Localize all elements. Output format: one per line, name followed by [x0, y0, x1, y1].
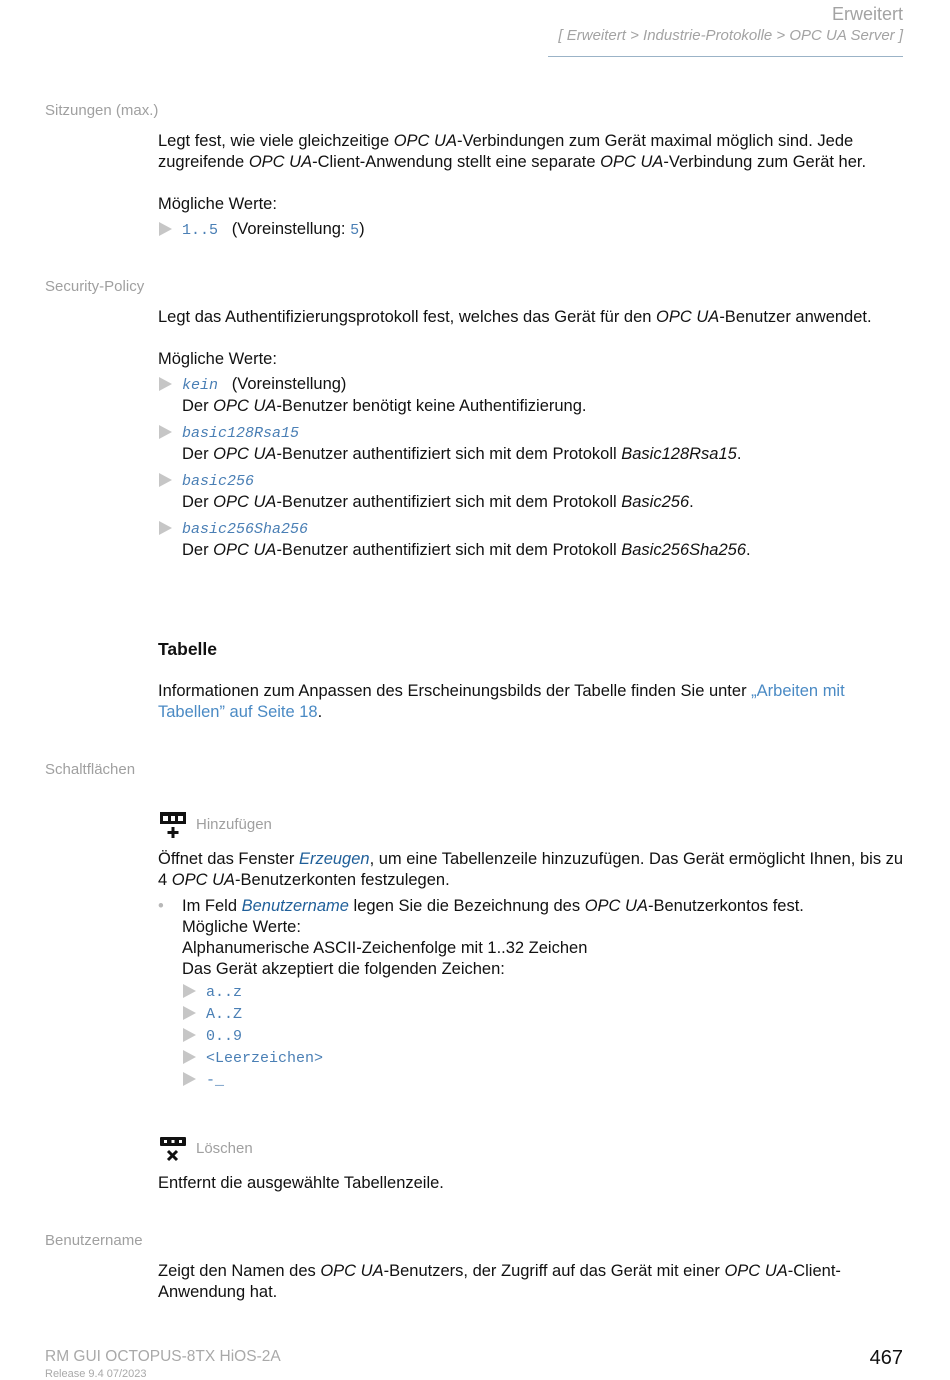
triangle-bullet-icon [159, 222, 172, 236]
table-help-link[interactable]: „Arbeiten mit Tabellen” auf Seite 18 [158, 682, 845, 721]
char-item: -_ [182, 1069, 908, 1091]
footer-release: Release 9.4 07/2023 [45, 1368, 147, 1380]
header-divider [548, 56, 903, 57]
add-button-label: Hinzufügen [196, 816, 272, 833]
page-number: 467 [869, 1347, 903, 1369]
value-item-basic256sha256: basic256Sha256 Der OPC UA-Benutzer authentifiziert sich mit dem Protokoll Basic256Sha256. [158, 518, 908, 561]
benutzername-description: Zeigt den Namen des OPC UA-Benutzers, der Zugriff auf das Gerät mit einer OPC UA-Client-Anwendung hat. [158, 1262, 841, 1301]
triangle-bullet-icon [159, 521, 172, 535]
char-item: A..Z [182, 1003, 908, 1025]
triangle-bullet-icon [183, 1072, 196, 1086]
add-description: Öffnet das Fenster Erzeugen, um eine Tabellenzeile hinzuzufügen. Das Gerät ermöglicht Ihnen, bis zu 4 OPC UA-Benutzerkonten festzulegen. • Im Feld Benutzername legen Sie die Bezeichnung des OPC UA-Benutzerkontos fest. Mögliche Werte: Alphanumerische ASCII-Zeichenfolge mit 1..32 Zeichen Das Gerät akzeptiert die folgenden Zeichen: a..z A..Z 0..9 <Leerzeichen> -_ [158, 849, 908, 1091]
values-title: Mögliche Werte: [158, 195, 277, 213]
delete-button-label: Löschen [196, 1140, 253, 1157]
delete-button[interactable] [158, 1134, 253, 1164]
footer-product: RM GUI OCTOPUS-8TX HiOS-2A [45, 1348, 281, 1365]
param-label-benutzername: Benutzername [45, 1232, 143, 1249]
triangle-bullet-icon [183, 1050, 196, 1064]
triangle-bullet-icon [183, 1028, 196, 1042]
delete-row-icon [158, 1134, 188, 1164]
page-header-title: Erweitert [831, 4, 903, 24]
triangle-bullet-icon [159, 473, 172, 487]
breadcrumb: [ Erweitert > Industrie-Protokolle > OPC UA Server ] [558, 27, 903, 44]
char-item: a..z [182, 981, 908, 1003]
value-item-basic128rsa15: basic128Rsa15 Der OPC UA-Benutzer authentifiziert sich mit dem Protokoll Basic128Rsa15. [158, 422, 908, 465]
triangle-bullet-icon [159, 425, 172, 439]
bullet-dot-icon: • [158, 897, 164, 915]
param-label-schaltflaechen: Schaltflächen [45, 761, 136, 778]
value-item: 1..5 (Voreinstellung: 5) [158, 219, 908, 241]
add-row-icon [158, 810, 188, 840]
delete-description: Entfernt die ausgewählte Tabellenzeile. [158, 1174, 444, 1192]
char-item: <Leerzeichen> [182, 1047, 908, 1069]
triangle-bullet-icon [183, 984, 196, 998]
param-label-security-policy: Security-Policy [45, 278, 145, 295]
triangle-bullet-icon [159, 377, 172, 391]
sitzungen-description: Legt fest, wie viele gleichzeitige OPC UA-Verbindungen zum Gerät maximal möglich sind. Jede zugreifende OPC UA-Client-Anwendung stellt eine separate OPC UA-Verbindung zum Gerät her. Mögliche Werte: 1..5 (Voreinstellung: 5) [158, 131, 908, 241]
triangle-bullet-icon [183, 1006, 196, 1020]
value-item-basic256: basic256 Der OPC UA-Benutzer authentifiziert sich mit dem Protokoll Basic256. [158, 470, 908, 513]
list-item: • Im Feld Benutzername legen Sie die Bezeichnung des OPC UA-Benutzerkontos fest. Mögliche Werte: Alphanumerische ASCII-Zeichenfolge mit 1..32 Zeichen Das Gerät akzeptiert die folgenden Zeichen: a..z A..Z 0..9 <Leerzeichen> -_ [158, 896, 908, 1091]
char-item: 0..9 [182, 1025, 908, 1047]
tabelle-description: Informationen zum Anpassen des Erscheinungsbilds der Tabelle finden Sie unter „Arbeiten mit Tabellen” auf Seite 18. [158, 682, 845, 721]
value-item-kein: kein (Voreinstellung) Der OPC UA-Benutzer benötigt keine Authentifizierung. [158, 374, 908, 417]
section-heading-tabelle: Tabelle [158, 639, 218, 659]
add-button[interactable] [158, 810, 272, 840]
param-label-sitzungen: Sitzungen (max.) [45, 102, 159, 119]
security-description: Legt das Authentifizierungsprotokoll fest, welches das Gerät für den OPC UA-Benutzer anwendet. Mögliche Werte: kein (Voreinstellung) Der OPC UA-Benutzer benötigt keine Authentifizierung. basic128Rsa15 Der OPC UA-Benutzer authentifiziert sich mit dem Protokoll Basic128Rsa15. basic256 Der OPC UA-Benutzer authentifiziert sich mit dem Protokoll Basic256. basic256Sha256 Der OPC UA-Benutzer authentifiziert sich mit dem Protokoll Basic256Sha256. [158, 307, 908, 561]
values-title: Mögliche Werte: [158, 350, 277, 368]
